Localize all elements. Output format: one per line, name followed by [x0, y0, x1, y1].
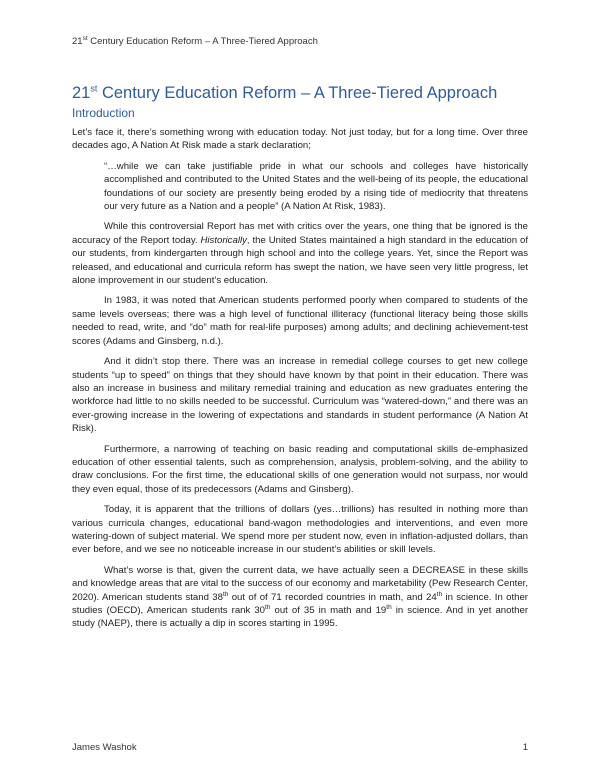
running-header-number: 21 — [72, 36, 83, 47]
paragraph-3: In 1983, it was noted that American students performed poorly when compared to students of the same levels overseas; there was a high level of functional illiteracy (functional literacy being those skills needed to read, write, and “do” math for real-life purposes) among adults; and declining achievement-test scores (Adams and Ginsberg, n.d.). — [72, 295, 528, 347]
footer-author: James Washok — [72, 742, 137, 753]
title-ordinal: st — [90, 83, 98, 94]
paragraph-5: Furthermore, a narrowing of teaching on basic reading and computational skills de-emphasized education of other essential talents, such as comprehension, analysis, problem-solving, and the ability to draw conclusions. For the first time, the educational skills of one generation would not surpass, nor would they even equal, those of its predecessors (Adams and Ginsberg). — [72, 443, 528, 495]
paragraph-6: Today, it is apparent that the trillions of dollars (yes…trillions) has resulted in nothing more than various curricula changes, educational band-wagon methodologies and interventions, and even more watering-down of subject material. We spend more per student now, even in inflation-adjusted dollars, than ever before, and we see no noticeable increase in our student’s abilities or skill levels. — [72, 504, 528, 556]
block-quote: “…while we can take justifiable pride in what our schools and colleges have historically accomplished and contributed to the United States and the well-being of its people, the educational foundations of our society are presently being eroded by a rising tide of mediocrity that threatens our very future as a Nation and a people” (A Nation At Risk, 1983). — [104, 160, 528, 213]
running-header — [72, 36, 318, 47]
paragraph-1: Let’s face it, there’s something wrong with education today. Not just today, but for a long time. Over three decades ago, A Nation At Risk made a stark declaration; — [72, 127, 528, 152]
document-title — [72, 84, 542, 103]
running-header-ordinal: st — [82, 34, 88, 42]
running-header-text: Century Education Reform – A Three-Tiered Approach — [87, 36, 318, 47]
footer-page-number: 1 — [522, 742, 528, 753]
section-heading-introduction: Introduction — [72, 106, 135, 120]
title-text: Century Education Reform – A Three-Tiered Approach — [97, 84, 498, 102]
body-text — [72, 126, 528, 638]
emphasis-historically: Historically — [200, 234, 247, 246]
paragraph-2: While this controversial Report has met with critics over the years, one thing that be ignored is the accuracy of the Report today. Historically, the United States maintained a high standard in the education of our students, from kindergarten through high school and into the college years. Yet, since the Report was released, and educational and curricula reform has swept the nation, we have seen very little progress, let alone improvement in our student’s education. — [72, 221, 528, 287]
paragraph-7: What’s worse is that, given the current data, we have actually seen a DECREASE in these skills and knowledge areas that are vital to the success of our economy and marketability (Pew Research Center, 2020). American students stand 38th out of of 71 recorded countries in math, and 24th in science. In other studies (OECD), American students rank 30th out of 35 in math and 19th in science. And in yet another study (NAEP), there is actually a dip in scores starting in 1995. — [72, 564, 529, 630]
title-number: 21 — [72, 84, 91, 102]
paragraph-4: And it didn’t stop there. There was an increase in remedial college courses to get new college students “up to speed” on things that they should have known by that point in their education. There was also an increase in business and military remedial training and education as new graduates entering the workforce had little to no skills needed to be successful. Curriculum was “watered-down,” and there was an ever-growing increase in the lowering of expectations and standards in student performance (A Nation At Risk). — [72, 356, 528, 435]
